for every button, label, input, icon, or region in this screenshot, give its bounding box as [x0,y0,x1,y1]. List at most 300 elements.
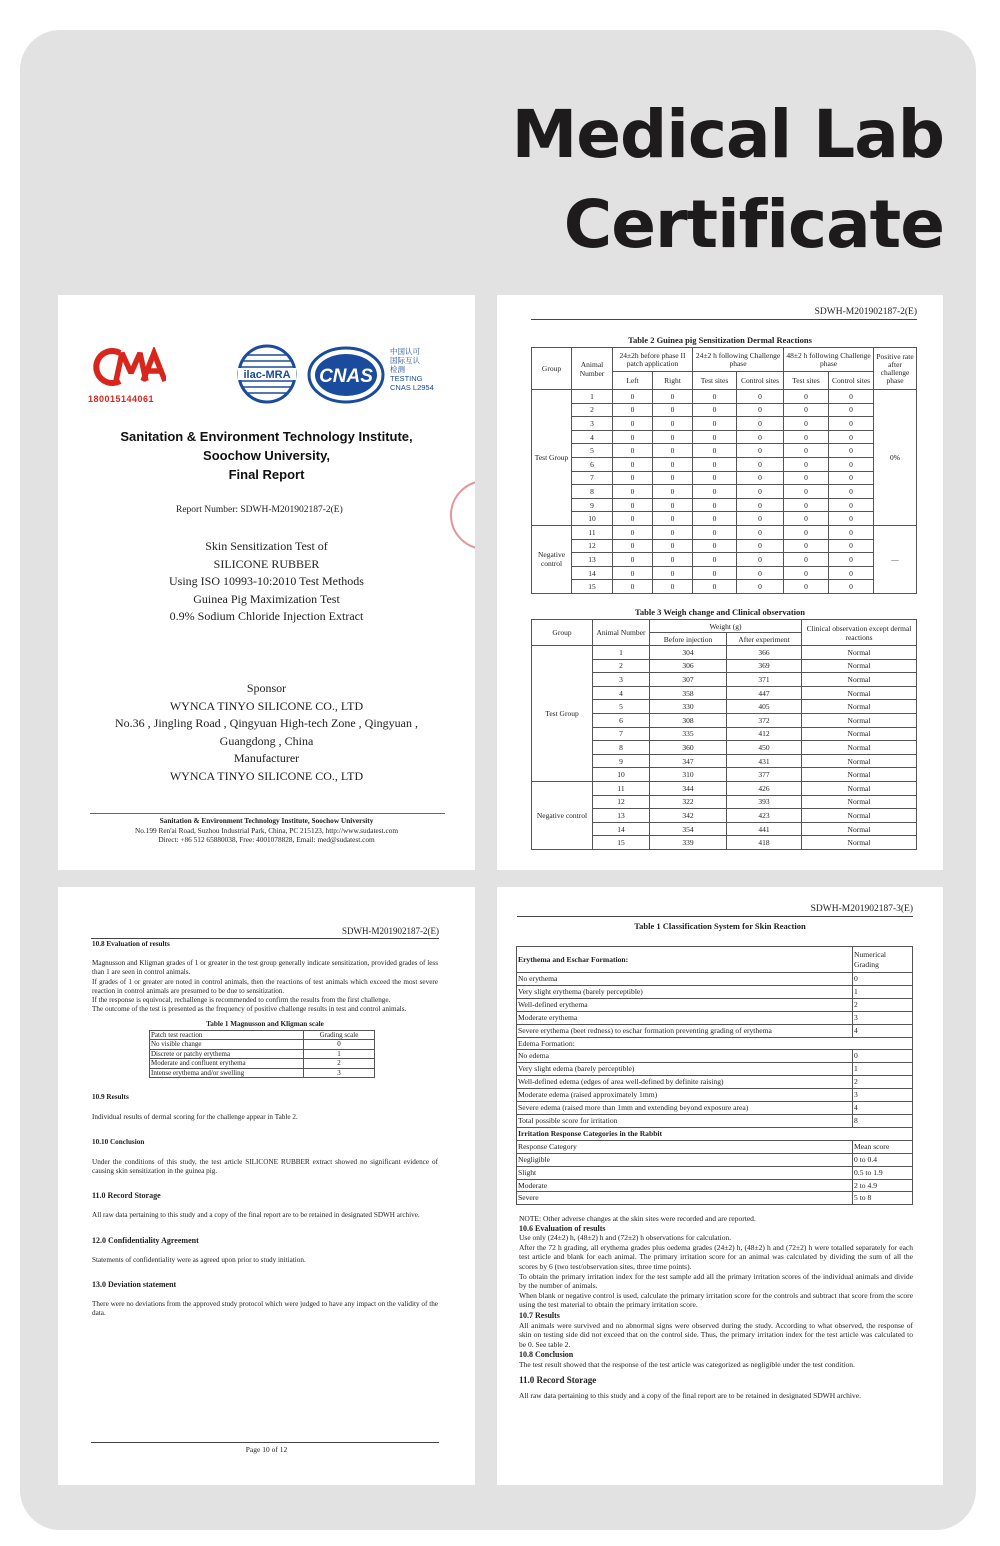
test-title-block [58,538,475,626]
t2-cell: 0 [737,485,784,499]
t2-cell: 0 [784,566,829,580]
t2-cell: 0 [613,417,653,431]
section-heading: 11.0 Record Storage [92,1191,161,1201]
t2-header-test-sites: Test sites [693,372,737,390]
t3-cell: 8 [593,741,650,755]
t2-cell: 0 [613,525,653,539]
conclusion-text: Under the conditions of this study, the test article SILICONE RUBBER extract showed no significant evidence of causing skin sensitization in the guinea pig. [92,1157,438,1175]
t2-cell: 0 [653,580,693,594]
classification-value: 1 [853,1063,913,1076]
report-number: Report Number: SDWH-M201902187-2(E) [176,505,343,515]
classification-value: 2 to 4.9 [853,1179,913,1192]
evaluation-text: Use only (24±2) h, (48±2) h and (72±2) h observations for calculation. After the 72 h grading, all erythema grades plus oedema grades (24±2) h, (48±2) h and (72±2) h were totalled separately for each test article and blank for each animal. The primary irritation score for an animal was calculated by dividing the sum of all the scores by 6 (two test/observation sites, three time points). To obtain the primary irritation index for the test sample add all the primary irritation scores of the individual animals and divide by the number of animals. When blank or negative control is used, calculate the primary irritation score for the controls and subtract that score from the score using the test material to obtain the primary irritation score. [519,1233,913,1310]
t2-cell: 0 [693,403,737,417]
t2-cell: 0 [737,512,784,526]
t3-cell: Normal [802,781,917,795]
classification-value: 2 [853,998,913,1011]
cnas-logo [306,345,386,410]
classification-title: Table 1 Classification System for Skin Reaction [634,921,806,931]
t2-cell: 0 [784,512,829,526]
t3-cell: Normal [802,741,917,755]
t2-cell: 0 [693,430,737,444]
test-title-line: Using ISO 10993-10:2010 Test Methods [169,574,364,588]
classification-label: Moderate [517,1179,853,1192]
storage-text: All raw data pertaining to this study and a copy of the final report are to be retained in designated SDWH archive. [519,1391,861,1401]
t3-cell: 15 [593,836,650,850]
header-rule [517,916,913,917]
t2-cell: 7 [572,471,613,485]
t2-cell: 0 [737,457,784,471]
t2-cell: 0 [737,553,784,567]
t2-cell: 0 [829,430,874,444]
tables-page [497,295,943,870]
t3-cell: 9 [593,754,650,768]
t2-cell: 0 [784,498,829,512]
t3-cell: Normal [802,646,917,660]
t2-cell: 0 [737,580,784,594]
t2-row [532,430,917,444]
footer-rule [91,1442,439,1443]
mk-grade: 2 [304,1059,375,1069]
doc-id: SDWH-M201902187-2(E) [814,307,917,317]
t2-cell: 0 [693,539,737,553]
t2-cell: 0 [784,485,829,499]
edema-section-header: Edema Formation: [517,1037,913,1050]
t3-cell: 308 [650,713,727,727]
t2-cell: 0 [613,444,653,458]
section-heading: 10.10 Conclusion [92,1137,145,1146]
t3-cell: 4 [593,686,650,700]
svg-text:CNAS: CNAS [319,366,373,387]
t3-cell: 307 [650,673,727,687]
t3-cell: 431 [727,754,802,768]
t2-header-phase3: 48±2 h following Challenge phase [784,348,874,372]
t2-cell: 11 [572,525,613,539]
classification-row [517,1089,913,1102]
section-heading: 10.7 Results [519,1310,560,1320]
deviation-text: There were no deviations from the approved study protocol which were judged to have any impact on the validity of the data. [92,1300,438,1318]
t2-header-rate: Positive rate after challenge phase [874,348,917,390]
classification-row [517,1024,913,1037]
t2-row [532,566,917,580]
t2-row [532,485,917,499]
t3-cell: 335 [650,727,727,741]
classification-row [517,1011,913,1024]
mk-reaction: No visible change [150,1040,304,1050]
t2-cell: 0 [653,525,693,539]
t3-cell: 2 [593,659,650,673]
t2-cell: 0 [653,471,693,485]
t2-cell: 0 [653,566,693,580]
t3-cell: 441 [727,822,802,836]
t2-cell: 0 [653,498,693,512]
mk-table-title: Table 1 Magnusson and Kligman scale [206,1020,324,1029]
classification-label: Severe erythema (beet redness) to eschar formation preventing grading of erythema [517,1024,853,1037]
mk-header-reaction: Patch test reaction [150,1030,304,1040]
t3-cell: 306 [650,659,727,673]
mk-row [150,1068,375,1078]
classification-row [517,1166,913,1179]
classification-row [517,1076,913,1089]
section-heading: 13.0 Deviation statement [92,1279,177,1289]
t3-cell: Normal [802,836,917,850]
t2-header-phase2: 24±2 h following Challenge phase [693,348,784,372]
sponsor-line: Sponsor [246,681,287,695]
t2-cell: 0 [784,430,829,444]
t2-cell: 0 [737,471,784,485]
footer-divider [90,813,445,814]
t3-cell: 330 [650,700,727,714]
mk-reaction: Intense erythema and/or swelling [150,1068,304,1078]
t2-cell: 0 [829,390,874,404]
t2-cell: 0 [829,580,874,594]
t2-cell: 0 [737,539,784,553]
t2-row [532,390,917,404]
sponsor-line: Guangdong , China [219,733,314,748]
t3-cell: 342 [650,809,727,823]
t3-cell: Normal [802,795,917,809]
t2-header-left: Left [613,372,653,390]
t2-cell: 0 [829,539,874,553]
t2-cell: 0 [737,417,784,431]
classification-value: 3 [853,1089,913,1102]
t3-cell: 354 [650,822,727,836]
section-heading: 10.6 Evaluation of results [519,1223,606,1233]
t2-cell: 0 [693,485,737,499]
t3-row [532,646,917,660]
t2-cell: 0 [784,553,829,567]
t2-cell: 0 [613,430,653,444]
magnusson-kligman-table [149,1030,375,1079]
t2-cell: 13 [572,553,613,567]
mk-grade: 3 [304,1068,375,1078]
classification-row [517,1050,913,1063]
t3-cell: Normal [802,713,917,727]
t2-cell: 0 [613,457,653,471]
t2-cell: 0 [613,512,653,526]
t2-header-control-sites: Control sites [829,372,874,390]
classification-label: Well-defined edema (edges of area well-defined by definite raising) [517,1076,853,1089]
classification-value: Mean score [853,1140,913,1153]
t2-cell: 0 [737,498,784,512]
t3-cell: Normal [802,822,917,836]
t3-cell: 412 [727,727,802,741]
table2-title: Table 2 Guinea pig Sensitization Dermal Reactions [628,335,812,345]
t3-cell: 3 [593,673,650,687]
t3-cell: Normal [802,686,917,700]
cls-header-right: Numerical Grading [853,947,913,973]
t2-row [532,471,917,485]
classification-body [519,1214,913,1401]
t2-cell: 0 [829,457,874,471]
t2-cell: 0 [784,471,829,485]
institute-title [58,427,475,484]
report-type: Final Report [228,467,305,482]
t3-cell: 11 [593,781,650,795]
test-title-line: SILICONE RUBBER [213,556,320,571]
mk-row [150,1049,375,1059]
t3-header-after: After experiment [727,633,802,646]
t3-cell: 358 [650,686,727,700]
confidentiality-text: Statements of confidentiality were as agreed upon prior to study initiation. [92,1255,306,1264]
mk-reaction: Discrete or patchy erythema [150,1049,304,1059]
classification-label: Severe [517,1192,853,1205]
sponsor-line: WYNCA TINYO SILICONE CO., LTD [169,768,364,783]
t2-cell: 15 [572,580,613,594]
classification-label: Very slight erythema (barely perceptible) [517,985,853,998]
t2-cell: 0 [784,417,829,431]
classification-label: Moderate erythema [517,1011,853,1024]
classification-row [517,1192,913,1205]
t2-cell: 0 [784,390,829,404]
mk-row [150,1059,375,1069]
t2-cell: 0 [653,430,693,444]
t2-cell: 0 [693,553,737,567]
report-cover-page [58,295,475,870]
total-label: Total possible score for irritation [517,1114,853,1127]
t2-cell: 0 [829,553,874,567]
t2-row [532,417,917,431]
t3-cell: 12 [593,795,650,809]
classification-row [517,973,913,986]
t2-cell: 0 [693,444,737,458]
t3-cell: 405 [727,700,802,714]
t2-cell: 0 [693,512,737,526]
t2-header-control-sites: Control sites [737,372,784,390]
t2-cell: 0 [784,580,829,594]
t2-cell: 0 [613,485,653,499]
t2-row [532,498,917,512]
classification-label: Well-defined erythema [517,998,853,1011]
t2-cell: 0 [653,485,693,499]
cnas-accreditation-text: 中国认可 国际互认 检测 TESTING CNAS L2954 [390,347,434,392]
classification-row [517,1179,913,1192]
t2-cell: 0 [829,417,874,431]
t3-header-weight: Weight (g) [650,620,802,633]
t2-header-test-sites: Test sites [784,372,829,390]
t2-cell: 0 [693,471,737,485]
t2-cell: 0 [653,512,693,526]
t2-cell: 1 [572,390,613,404]
t2-cell: 0 [829,444,874,458]
t3-cell: 14 [593,822,650,836]
t2-cell: 9 [572,498,613,512]
t3-group-test: Test Group [532,646,593,782]
t2-cell: 8 [572,485,613,499]
t3-cell: 6 [593,713,650,727]
t2-cell: 0 [653,553,693,567]
classification-label: Moderate edema (raised approximately 1mm) [517,1089,853,1102]
t2-cell: 0 [613,580,653,594]
t2-cell: 0 [829,498,874,512]
t2-rate-negative: — [874,525,917,593]
t2-cell: 10 [572,512,613,526]
t2-cell: 0 [829,512,874,526]
cma-logo-icon [88,347,166,387]
t3-cell: 5 [593,700,650,714]
sponsor-line: Manufacturer [233,751,300,765]
t2-cell: 0 [613,403,653,417]
table3-title: Table 3 Weigh change and Clinical observation [634,607,806,617]
cover-footer [58,816,475,845]
table-3-weight-change [531,619,917,850]
t2-header-animal: Animal Number [572,348,613,390]
t3-header-before: Before injection [650,633,727,646]
classification-label: Negligible [517,1153,853,1166]
results-body [92,939,438,1319]
t3-cell: 423 [727,809,802,823]
header-rule [531,319,917,320]
doc-id: SDWH-M201902187-3(E) [810,904,913,914]
footer-line: Sanitation & Environment Technology Institute, Soochow University [159,816,374,825]
results-page [58,887,475,1485]
cnas-ellipse-icon [306,345,386,405]
mk-grade: 0 [304,1040,375,1050]
classification-label: Very slight edema (barely perceptible) [517,1063,853,1076]
t2-cell: 0 [737,430,784,444]
t2-cell: 12 [572,539,613,553]
classification-value: 0 [853,973,913,986]
t3-cell: 371 [727,673,802,687]
conclusion-text: The test result showed that the response of the test article was categorized as negligible under the test condition. [519,1359,855,1369]
t2-cell: 0 [613,471,653,485]
classification-row [517,1102,913,1115]
classification-value: 4 [853,1024,913,1037]
footer-line: No.199 Ren'ai Road, Suzhou Industrial Park, China, PC 215123, http://www.sudatest.com [134,825,399,835]
t2-row [532,539,917,553]
t3-cell: 372 [727,713,802,727]
t3-cell: Normal [802,809,917,823]
classification-label: Slight [517,1166,853,1179]
t2-row [532,525,917,539]
ilac-mra-logo [236,343,298,410]
t3-cell: Normal [802,659,917,673]
t2-cell: 0 [613,498,653,512]
t2-cell: 0 [693,498,737,512]
t2-cell: 2 [572,403,613,417]
t3-cell: 366 [727,646,802,660]
t3-header-group: Group [532,620,593,646]
t2-cell: 0 [737,403,784,417]
classification-value: 0.5 to 1.9 [853,1166,913,1179]
classification-value: 5 to 8 [853,1192,913,1205]
section-heading: 10.9 Results [92,1093,129,1102]
t3-cell: 393 [727,795,802,809]
t2-header-right: Right [653,372,693,390]
t2-cell: 4 [572,430,613,444]
t3-header-animal: Animal Number [593,620,650,646]
table-2-dermal-reactions [531,347,917,594]
t3-cell: Normal [802,673,917,687]
t2-cell: 0 [784,539,829,553]
t2-cell: 0 [829,566,874,580]
t2-cell: 0 [784,444,829,458]
t3-cell: Normal [802,700,917,714]
t2-cell: 0 [829,471,874,485]
t2-rate-test: 0% [874,390,917,526]
classification-value: 3 [853,1011,913,1024]
section-heading: 10.8 Conclusion [519,1350,574,1360]
t3-row [532,781,917,795]
sponsor-line: No.36 , Jingling Road , Qingyuan High-tech Zone , Qingyuan , [115,716,418,730]
classification-row [517,1153,913,1166]
t2-group-negative: Negative control [532,525,572,593]
t2-header-group: Group [532,348,572,390]
classification-label: No edema [517,1050,853,1063]
t2-cell: 0 [613,553,653,567]
headline [384,90,944,270]
sponsor-block [58,680,475,785]
t2-cell: 0 [737,566,784,580]
classification-page [497,887,943,1485]
total-value: 8 [853,1114,913,1127]
test-title-line: Guinea Pig Maximization Test [193,591,340,606]
mk-row [150,1040,375,1050]
irritation-section-header: Irritation Response Categories in the Rabbit [517,1127,913,1140]
t2-row [532,580,917,594]
headline-line-1: Medical Lab [511,96,944,173]
mk-grade: 1 [304,1049,375,1059]
classification-row [517,1063,913,1076]
t3-cell: 347 [650,754,727,768]
t2-cell: 0 [737,525,784,539]
classification-row [517,985,913,998]
t3-group-negative: Negative control [532,781,593,849]
t3-cell: 304 [650,646,727,660]
section-heading: 11.0 Record Storage [519,1374,597,1385]
t2-cell: 0 [653,444,693,458]
classification-value: 0 [853,1050,913,1063]
t3-cell: 322 [650,795,727,809]
t3-cell: 418 [727,836,802,850]
t3-header-clinical: Clinical observation except dermal reactions [802,620,917,646]
cls-header-left: Erythema and Eschar Formation: [517,947,853,973]
note-text: NOTE: Other adverse changes at the skin sites were recorded and are reported. [519,1214,756,1223]
section-heading: 12.0 Confidentiality Agreement [92,1235,199,1245]
t2-cell: 0 [653,403,693,417]
t2-cell: 0 [653,539,693,553]
evaluation-text: Magnusson and Kligman grades of 1 or greater in the test group generally indicate sensitization, provided grades of less than 1 are seen in control animals. If grades of 1 or greater are noted in control animals, then the reactions of test animals which exceed the most severe reaction in control animals are presumed to be due to sensitization. If the response is equivocal, rechallenge is recommended to confirm the results from the first challenge. The outcome of the test is presented as the frequency of positive challenge results in test and control animals. [92,959,438,1014]
t2-cell: 0 [737,444,784,458]
t3-cell: 310 [650,768,727,782]
storage-text: All raw data pertaining to this study and a copy of the final report are to be retained in designated SDWH archive. [92,1211,420,1220]
classification-label: No erythema [517,973,853,986]
t3-cell: Normal [802,727,917,741]
classification-label: Response Category [517,1140,853,1153]
t3-cell: 7 [593,727,650,741]
t2-cell: 0 [693,390,737,404]
mk-header-grade: Grading scale [304,1030,375,1040]
t2-cell: 0 [653,457,693,471]
institute-line-1: Sanitation & Environment Technology Institute, [120,429,413,444]
results-text: Individual results of dermal scoring for the challenge appear in Table 2. [92,1113,298,1122]
t3-cell: 13 [593,809,650,823]
sponsor-line: WYNCA TINYO SILICONE CO., LTD [169,698,364,713]
section-heading: 10.8 Evaluation of results [92,940,170,948]
t3-cell: 447 [727,686,802,700]
t2-row [532,553,917,567]
t2-cell: 0 [829,525,874,539]
mk-reaction: Moderate and confluent erythema [150,1059,304,1069]
t2-cell: 0 [693,525,737,539]
t2-cell: 5 [572,444,613,458]
t2-cell: 0 [784,525,829,539]
t2-group-test: Test Group [532,390,572,526]
t2-cell: 0 [737,390,784,404]
t2-header-phase1: 24±2h before phase II patch application [613,348,693,372]
classification-row [517,998,913,1011]
t2-row [532,444,917,458]
